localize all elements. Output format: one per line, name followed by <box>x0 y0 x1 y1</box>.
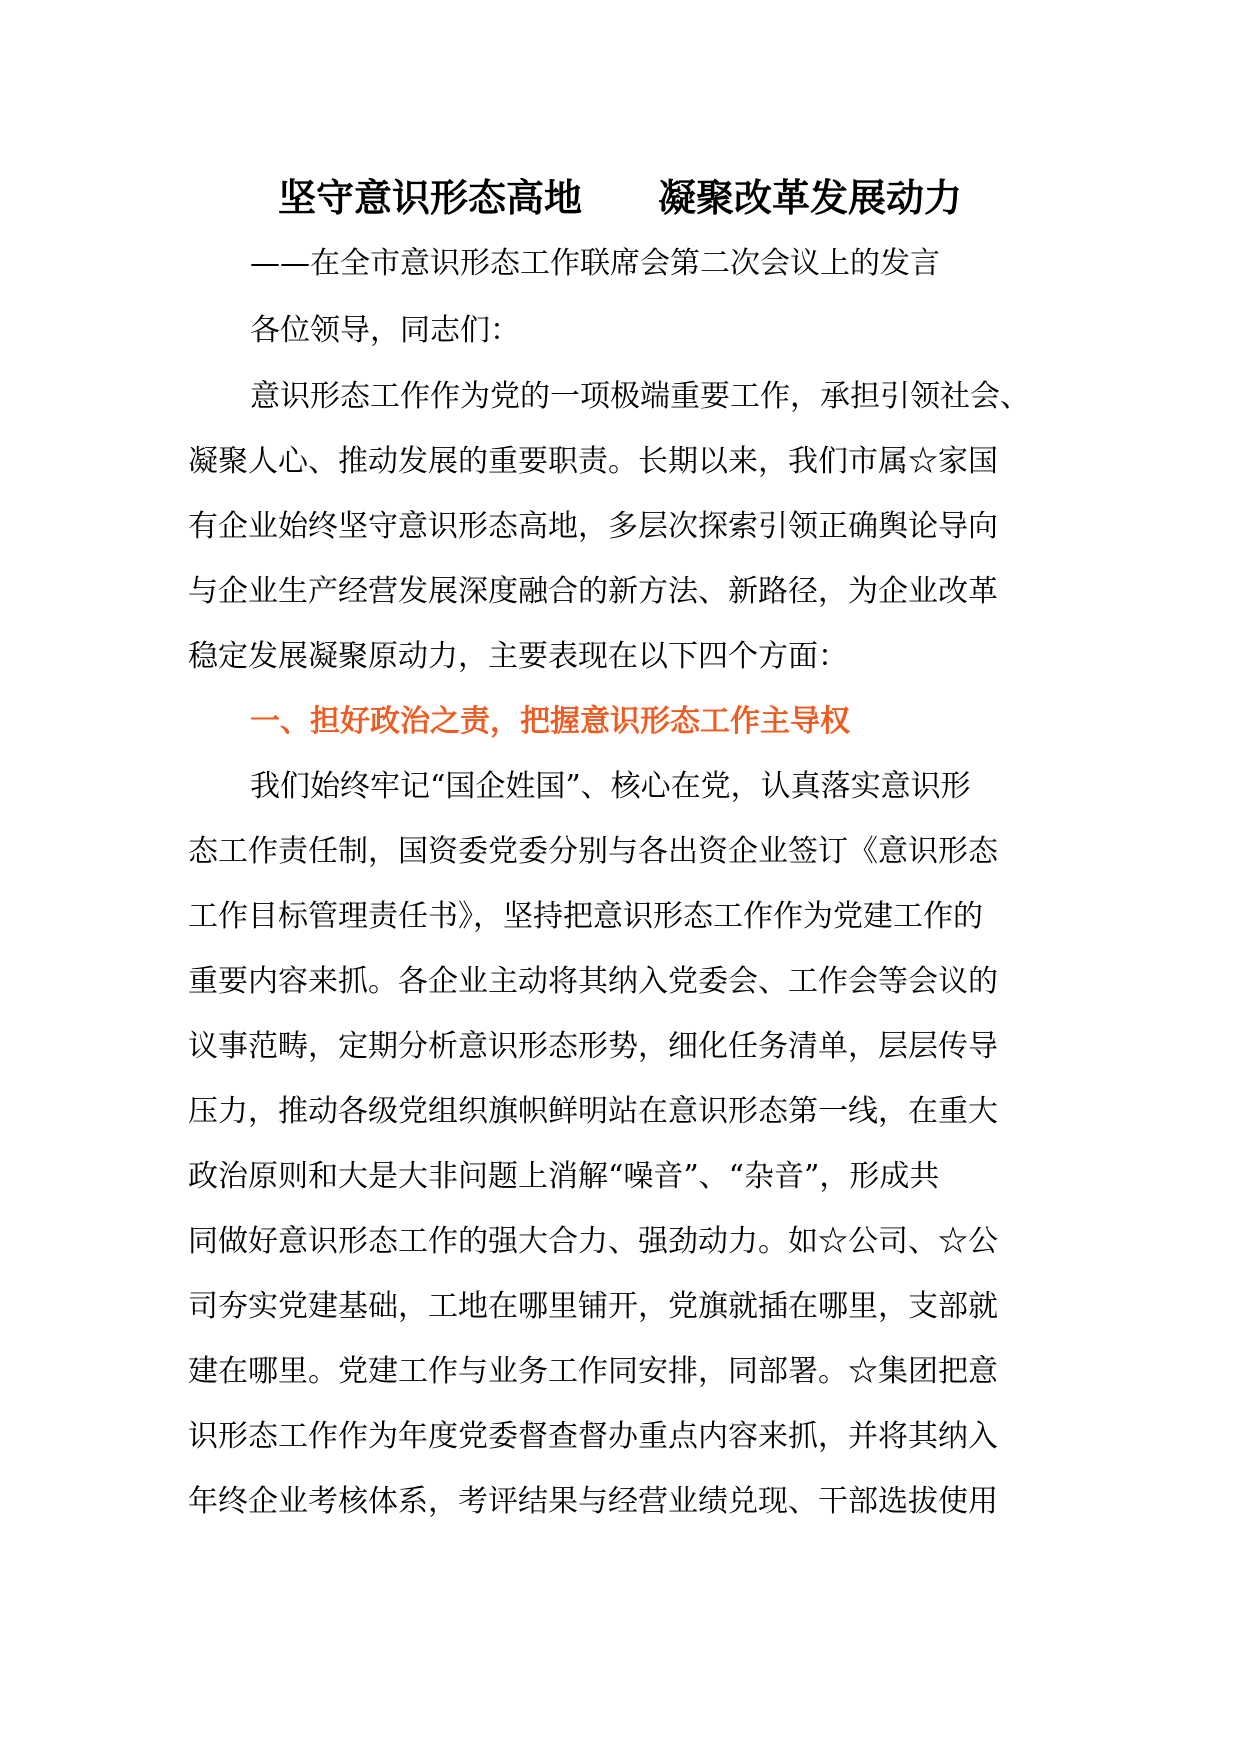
paragraph-line: 意识形态工作作为党的一项极端重要工作，承担引领社会、 <box>250 379 1030 414</box>
paragraph-line: 稳定发展凝聚原动力，主要表现在以下四个方面： <box>188 639 848 674</box>
paragraph-line: 态工作责任制，国资委党委分别与各出资企业签订《意识形态 <box>188 834 998 869</box>
paragraph-line: 年终企业考核体系，考评结果与经营业绩兑现、干部选拔使用 <box>188 1484 998 1519</box>
paragraph-line: 建在哪里。党建工作与业务工作同安排，同部署。☆集团把意 <box>188 1354 998 1389</box>
paragraph-line: 凝聚人心、推动发展的重要职责。长期以来，我们市属☆家国 <box>188 444 998 479</box>
paragraph-line: 压力，推动各级党组织旗帜鲜明站在意识形态第一线，在重大 <box>188 1094 998 1129</box>
paragraph-line: 与企业生产经营发展深度融合的新方法、新路径，为企业改革 <box>188 574 998 609</box>
paragraph-line: 议事范畴，定期分析意识形态形势，细化任务清单，层层传导 <box>188 1029 998 1064</box>
paragraph-line: 我们始终牢记“国企姓国”、核心在党，认真落实意识形 <box>250 769 971 804</box>
paragraph-line: 司夯实党建基础，工地在哪里铺开，党旗就插在哪里，支部就 <box>188 1289 998 1324</box>
section-heading: 一、担好政治之责，把握意识形态工作主导权 <box>250 704 850 739</box>
paragraph-line: 识形态工作作为年度党委督查督办重点内容来抓，并将其纳入 <box>188 1419 998 1454</box>
paragraph-line: 工作目标管理责任书》，坚持把意识形态工作作为党建工作的 <box>188 899 983 934</box>
document-title: 坚守意识形态高地 凝聚改革发展动力 <box>277 176 962 220</box>
paragraph-line: 政治原则和大是大非问题上消解“噪音”、“杂音”，形成共 <box>188 1159 940 1194</box>
paragraph-line: 重要内容来抓。各企业主动将其纳入党委会、工作会等会议的 <box>188 964 998 999</box>
salutation: 各位领导，同志们： <box>250 313 520 348</box>
paragraph-line: 同做好意识形态工作的强大合力、强劲动力。如☆公司、☆公 <box>188 1224 998 1259</box>
document-subtitle: ——在全市意识形态工作联席会第二次会议上的发言 <box>250 246 940 281</box>
paragraph-line: 有企业始终坚守意识形态高地，多层次探索引领正确舆论导向 <box>188 509 998 544</box>
